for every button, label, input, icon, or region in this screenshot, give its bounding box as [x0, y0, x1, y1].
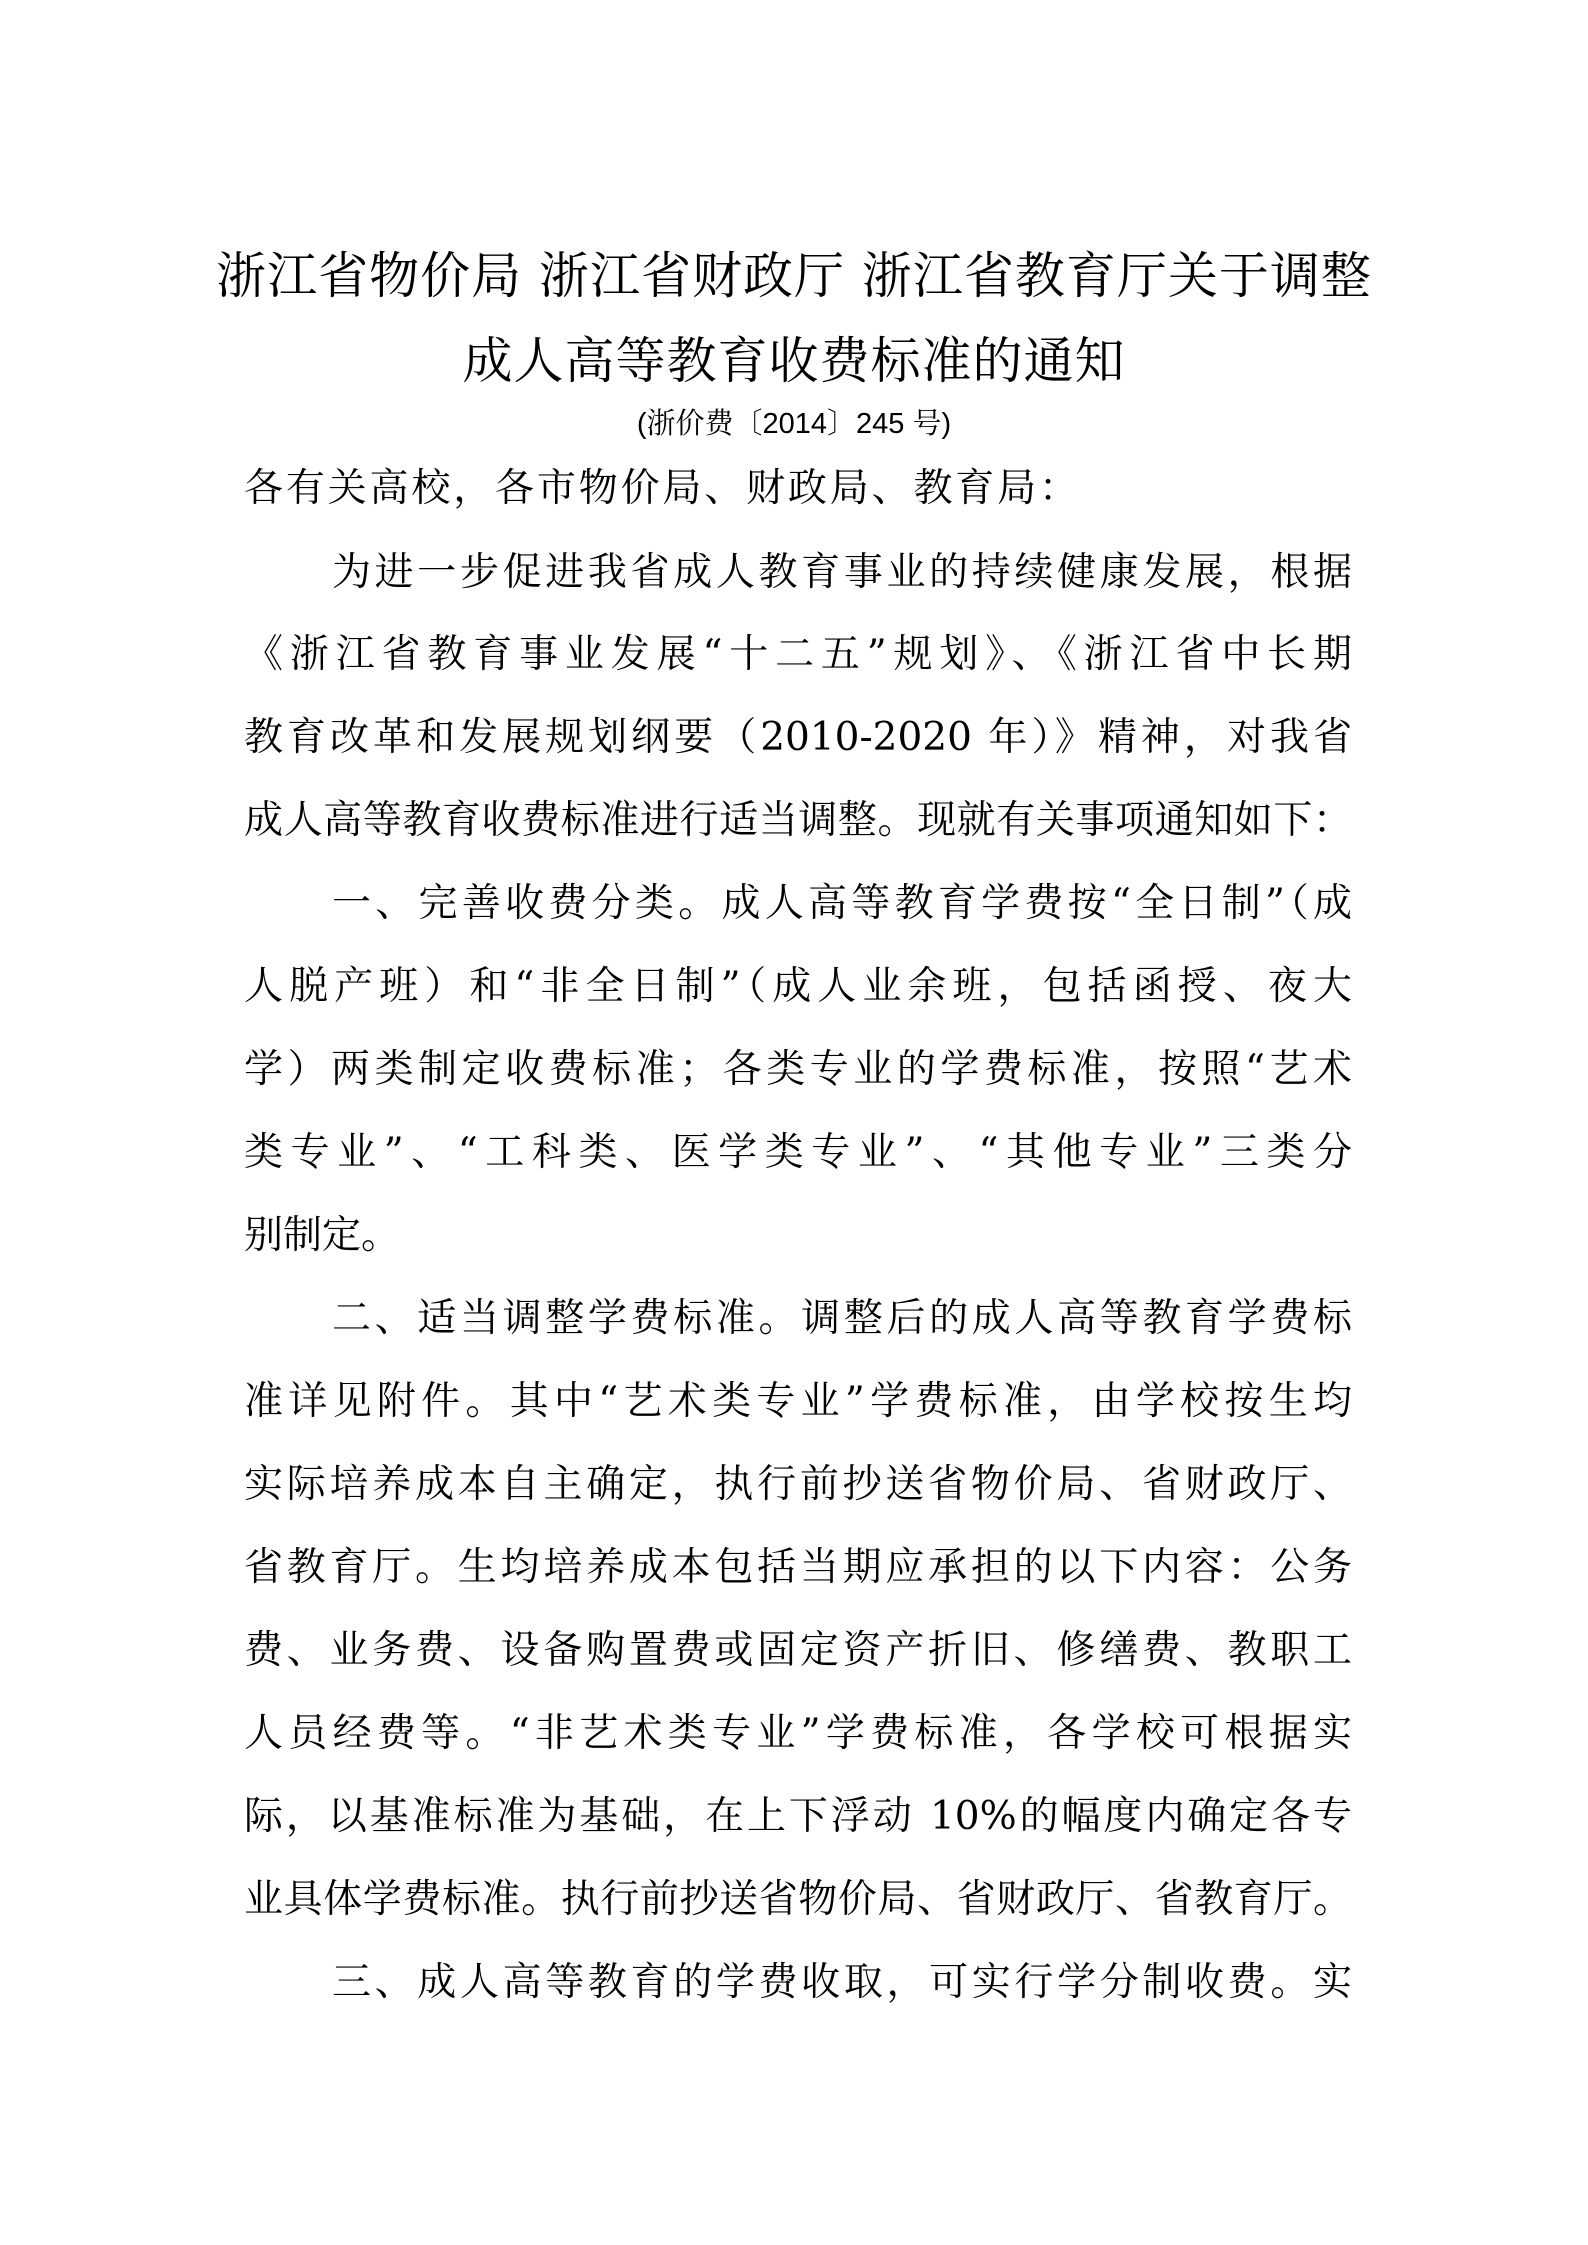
paragraph-4-line-1: 三、成人高等教育的学费收取，可实行学分制收费。实	[332, 1960, 1352, 2005]
paragraph-3-line-2: 准详见附件。其中“艺术类专业”学费标准，由学校按生均	[244, 1379, 1352, 1424]
document-title-line-2: 成人高等教育收费标准的通知	[462, 332, 1126, 390]
paragraph-1-line-1: 为进一步促进我省成人教育事业的持续健康发展，根据	[332, 550, 1352, 595]
paragraph-3-line-1: 二、适当调整学费标准。调整后的成人高等教育学费标	[332, 1296, 1352, 1341]
paragraph-2-line-3: 学）两类制定收费标准；各类专业的学费标准，按照“艺术	[244, 1047, 1352, 1092]
paragraph-3-line-6: 人员经费等。“非艺术类专业”学费标准，各学校可根据实	[244, 1711, 1352, 1756]
paragraph-3-line-4: 省教育厅。生均培养成本包括当期应承担的以下内容：公务	[244, 1545, 1352, 1590]
paragraph-3-line-5: 费、业务费、设备购置费或固定资产折旧、修缮费、教职工	[244, 1628, 1352, 1673]
paragraph-2-line-5: 别制定。	[244, 1213, 401, 1258]
document-number: (浙价费〔2014〕245 号)	[636, 408, 952, 440]
paragraph-2-line-2: 人脱产班）和“非全日制”（成人业余班，包括函授、夜大	[244, 964, 1352, 1009]
salutation: 各有关高校，各市物价局、财政局、教育局：	[244, 466, 1078, 511]
paragraph-3-line-3: 实际培养成本自主确定，执行前抄送省物价局、省财政厅、	[244, 1462, 1352, 1507]
paragraph-2-line-4: 类专业”、“工科类、医学类专业”、“其他专业”三类分	[244, 1130, 1352, 1175]
paragraph-1-line-4: 成人高等教育收费标准进行适当调整。现就有关事项通知如下：	[244, 798, 1352, 843]
paragraph-1-line-3: 教育改革和发展规划纲要（2010-2020 年）》精神，对我省	[244, 715, 1352, 760]
paragraph-3-line-8: 业具体学费标准。执行前抄送省物价局、省财政厅、省教育厅。	[244, 1877, 1352, 1922]
document-title-line-1: 浙江省物价局 浙江省财政厅 浙江省教育厅关于调整	[216, 247, 1372, 305]
paragraph-1-line-2: 《浙江省教育事业发展“十二五”规划》、《浙江省中长期	[244, 632, 1352, 677]
paragraph-3-line-7: 际，以基准标准为基础，在上下浮动 10%的幅度内确定各专	[244, 1794, 1352, 1839]
paragraph-2-line-1: 一、完善收费分类。成人高等教育学费按“全日制”（成	[332, 881, 1352, 926]
